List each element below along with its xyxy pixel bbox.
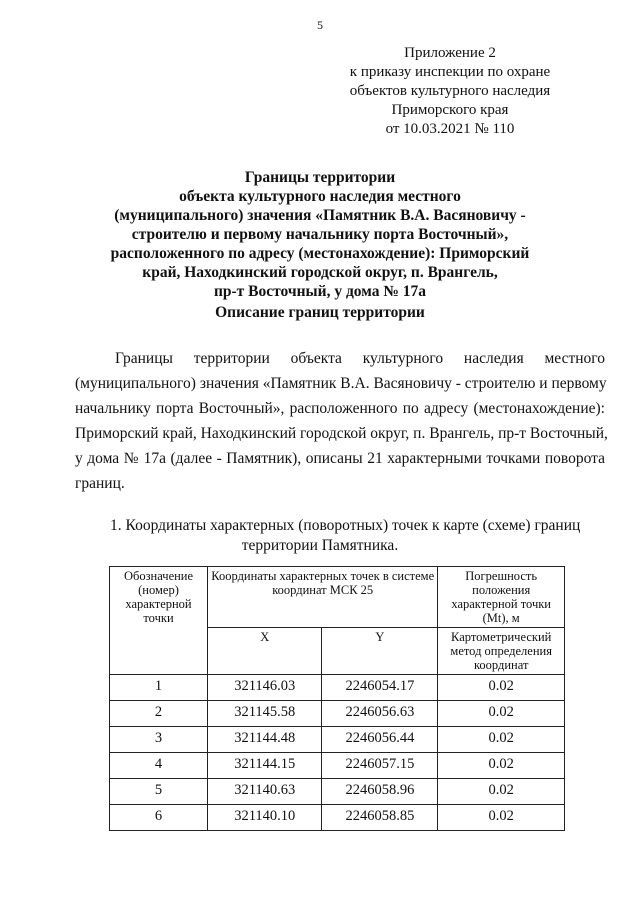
cell-point: 1 [110,675,208,701]
cell-y: 2246058.85 [322,805,438,831]
cell-point: 6 [110,805,208,831]
paragraph-line: Границы территории объекта культурного наследия местного [115,350,605,367]
cell-y: 2246054.17 [322,675,438,701]
cell-error: 0.02 [438,779,565,805]
page-number: 5 [317,18,323,32]
table-body [110,675,565,831]
annex-line: Приморского края [391,102,509,118]
cell-error: 0.02 [438,701,565,727]
header-method: Картометрический метод определения координат [438,628,565,675]
cell-y: 2246056.44 [322,727,438,753]
header-coords: Координаты характерных точек в системе координат МСК 25 [208,567,438,628]
section-subtitle: Описание границ территории [215,304,425,321]
cell-error: 0.02 [438,727,565,753]
annex-line: объектов культурного наследия [349,83,551,99]
header-point: Обозначение (номер) характерной точки [110,567,208,675]
cell-error: 0.02 [438,753,565,779]
annex-line: от 10.03.2021 № 110 [385,121,515,137]
title-line: объекта культурного наследия местного [179,188,461,205]
list-heading-line: 1. Координаты характерных (поворотных) точек к карте (схеме) границ [110,517,581,534]
body-paragraph [75,346,608,496]
cell-y: 2246056.63 [322,701,438,727]
cell-point: 4 [110,753,208,779]
cell-y: 2246057.15 [322,753,438,779]
table-row [110,675,565,701]
cell-x: 321140.10 [208,805,322,831]
table-header-row [110,567,565,628]
paragraph-line: Приморский край, Находкинский городской округ, п. Врангель, пр-т Восточный, [75,425,608,442]
cell-x: 321140.63 [208,779,322,805]
paragraph-line: начальнику порта Восточный», расположенного по адресу (местонахождение): [75,400,605,417]
cell-point: 3 [110,727,208,753]
table-row [110,701,565,727]
cell-x: 321144.15 [208,753,322,779]
table-row [110,753,565,779]
title-line: (муниципального) значения «Памятник В.А. Васяновичу - [114,207,526,224]
title-line: расположенного по адресу (местонахождение): Приморский [110,245,530,262]
title-line: Границы территории [244,169,396,186]
annex-line: Приложение 2 [404,45,496,61]
paragraph-line: у дома № 17а (далее - Памятник), описаны 21 характерными точками поворота [75,450,605,467]
list-heading-line: территории Памятника. [241,537,399,554]
cell-x: 321144.48 [208,727,322,753]
coordinates-table [109,566,565,831]
table-row [110,805,565,831]
header-error: Погрешность положения характерной точки (Mt), м [438,567,565,628]
cell-point: 5 [110,779,208,805]
table-row [110,727,565,753]
cell-x: 321145.58 [208,701,322,727]
paragraph-line: границ. [75,475,125,492]
cell-y: 2246058.96 [322,779,438,805]
cell-point: 2 [110,701,208,727]
document-title [60,168,580,301]
table-row [110,779,565,805]
list-heading [110,516,590,556]
title-line: пр-т Восточный, у дома № 17а [213,283,427,300]
cell-error: 0.02 [438,805,565,831]
header-x: X [208,628,322,675]
cell-x: 321146.03 [208,675,322,701]
cell-error: 0.02 [438,675,565,701]
title-line: край, Находкинский городской округ, п. Врангель, [142,264,498,281]
header-y: Y [322,628,438,675]
title-line: строителю и первому начальнику порта Восточный», [131,226,509,243]
annex-line: к приказу инспекции по охране [349,64,551,80]
annex-block [330,44,570,139]
paragraph-line: (муниципального) значения «Памятник В.А. Васяновичу - строителю и первому [75,375,607,392]
